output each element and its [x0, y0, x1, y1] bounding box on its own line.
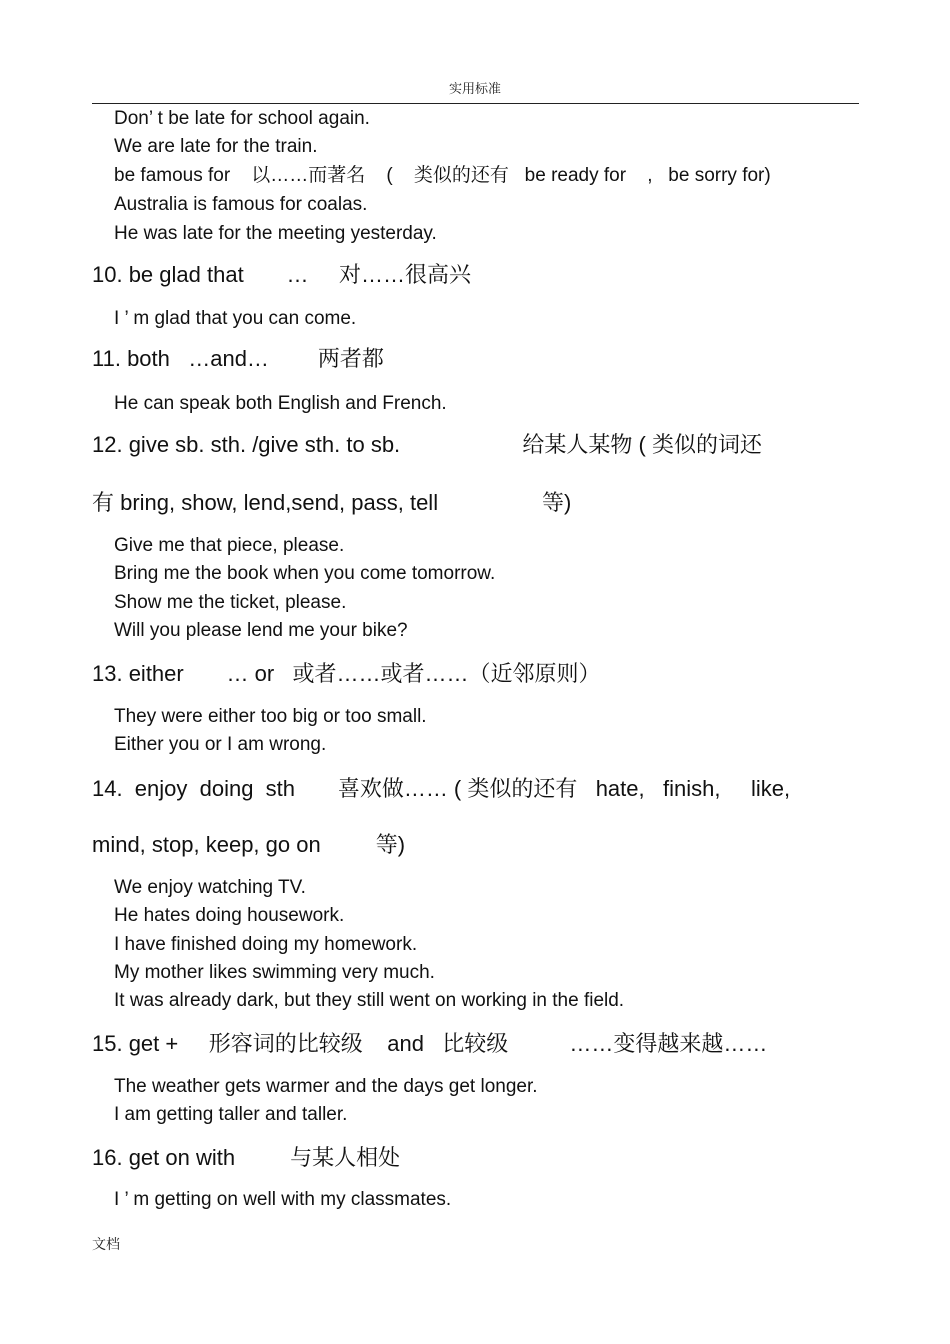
item-heading: 11. both …and… 两者都	[92, 346, 384, 371]
example-sentence: Show me the ticket, please.	[114, 592, 347, 613]
page-header: 实用标准	[448, 81, 501, 96]
example-sentence: He can speak both English and French.	[114, 393, 447, 414]
example-sentence: We enjoy watching TV.	[114, 877, 306, 898]
item-heading: 12. give sb. sth. /give sth. to sb. 给某人某物 ( 类似的词还	[92, 432, 762, 457]
example-sentence: Either you or I am wrong.	[114, 734, 327, 755]
example-sentence: I ’ m glad that you can come.	[114, 308, 357, 329]
example-sentence: Will you please lend me your bike?	[114, 620, 408, 641]
header-rule	[92, 103, 859, 104]
item-heading-continued: mind, stop, keep, go on 等)	[92, 832, 406, 857]
example-sentence: Give me that piece, please.	[114, 535, 345, 556]
example-sentence: Bring me the book when you come tomorrow.	[114, 563, 496, 584]
item-heading: 13. either … or 或者……或者……（近邻原则）	[92, 661, 601, 686]
item-heading-continued: 有 bring, show, lend,send, pass, tell 等)	[92, 490, 572, 515]
item-heading: 10. be glad that … 对……很高兴	[92, 262, 472, 287]
example-sentence: He was late for the meeting yesterday.	[114, 223, 437, 244]
example-sentence: We are late for the train.	[114, 136, 318, 157]
example-sentence: It was already dark, but they still went on working in the field.	[114, 990, 625, 1011]
example-sentence: Don’ t be late for school again.	[114, 108, 370, 129]
example-sentence: I am getting taller and taller.	[114, 1104, 348, 1125]
item-heading: 16. get on with 与某人相处	[92, 1145, 401, 1170]
example-sentence: He hates doing housework.	[114, 905, 345, 926]
example-sentence: My mother likes swimming very much.	[114, 962, 435, 983]
page-footer: 文档	[92, 1236, 120, 1252]
example-sentence: Australia is famous for coalas.	[114, 194, 368, 215]
item-heading: 15. get + 形容词的比较级 and 比较级 ……变得越来越……	[92, 1031, 768, 1056]
item-heading: 14. enjoy doing sth 喜欢做…… ( 类似的还有 hate, finish, like,	[92, 776, 791, 801]
example-sentence: The weather gets warmer and the days get longer.	[114, 1076, 538, 1097]
example-sentence: They were either too big or too small.	[114, 706, 427, 727]
example-sentence: I ’ m getting on well with my classmates.	[114, 1189, 452, 1210]
example-sentence: I have finished doing my homework.	[114, 934, 418, 955]
phrase-note: be famous for 以……而著名 ( 类似的还有 be ready for , be sorry for)	[114, 165, 771, 186]
